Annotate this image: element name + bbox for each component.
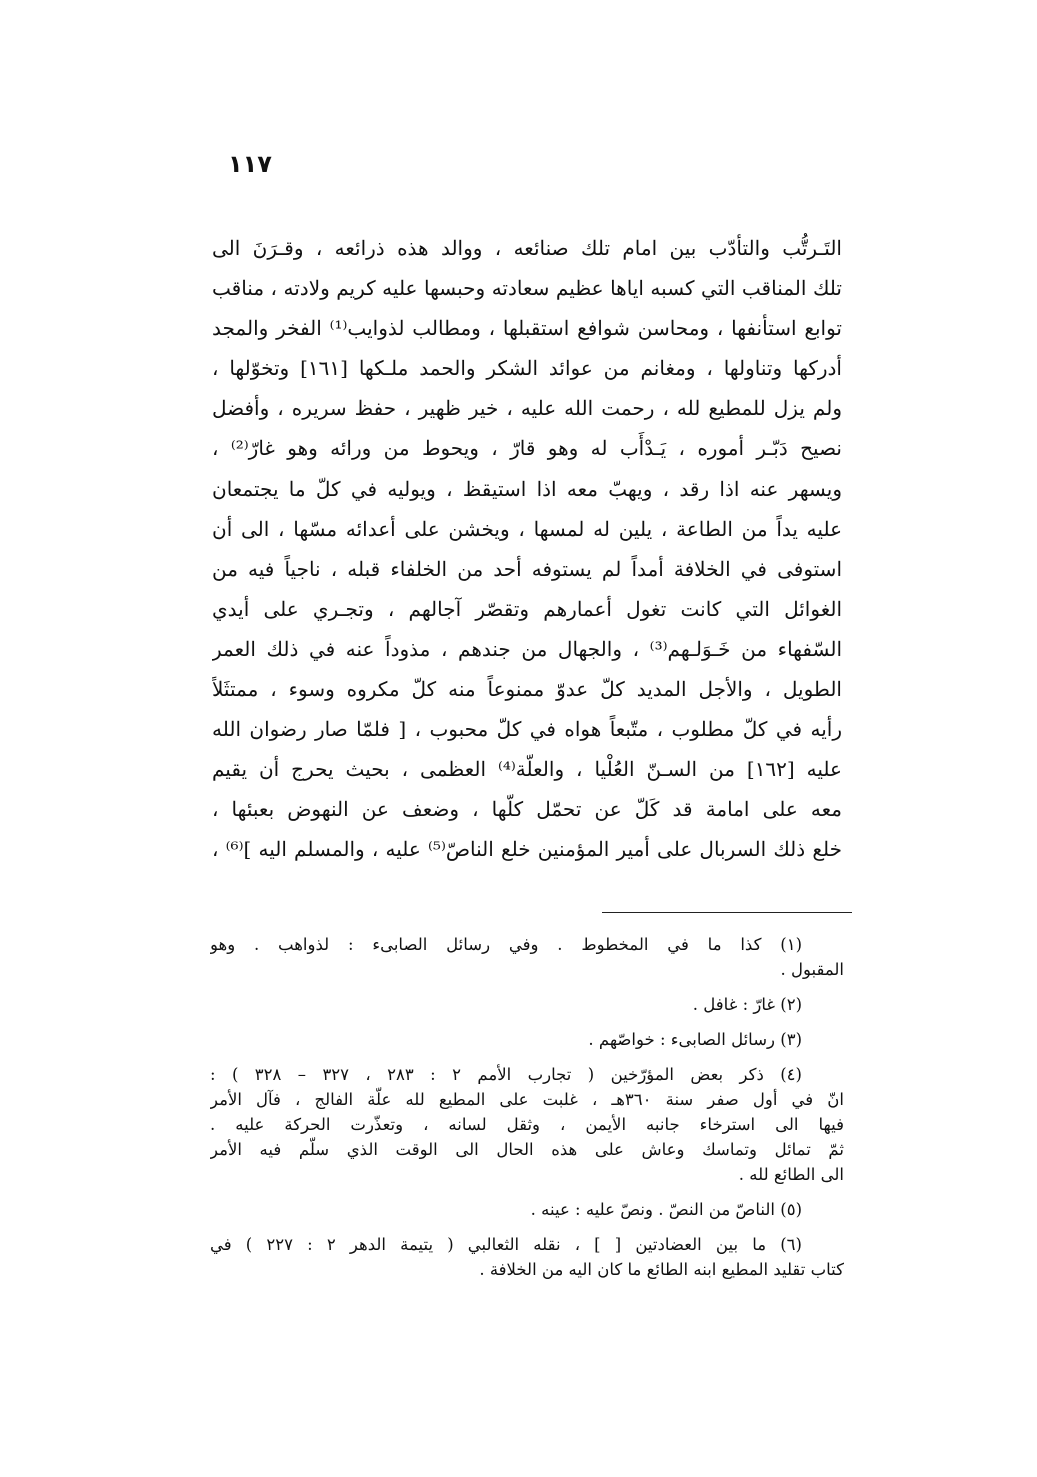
footnote-1 <box>210 932 844 982</box>
body-line: التَـرتُّب والتأدّب بين امام تلك صنائعه ، ووالد هذه ذرائعه ، وقـرَنَ الى <box>212 236 842 260</box>
footnote-line: المقبول . <box>780 960 844 979</box>
footnote-line: انّ في أول صفر سنة ٣٦٠هـ ، غلبت على المطيع لله علّة الفالج ، فآل الأمر <box>210 1090 844 1109</box>
body-line: استوفى في الخلافة أمداً لم يستوفه أحد من الخلفاء قبله ، ناجياً فيه من <box>212 556 842 581</box>
body-line: ولم يزل للمطيع لله ، رحمت الله عليه ، خير ظهير ، حفظ سريره ، وأفضل <box>212 396 842 421</box>
footnote-5 <box>210 1197 844 1222</box>
footnote-line: (١) كذا ما في المخطوط . وفي رسائل الصابىء : لذواهب . وهو <box>210 935 802 954</box>
footnote-line: ثمّ تمائل وتماسك وعاش على هذه الحال الى الوقت الذي سلّم فيه الأمر <box>210 1140 844 1159</box>
body-line: رأيه في كلّ مطلوب ، متّبعاً هواه في كلّ محبوب ، [ فلمّا صار رضوان الله <box>212 717 842 742</box>
footnote-line: (٣) رسائل الصابىء : خواصّهم . <box>588 1030 802 1049</box>
body-line: السّفهاء من خَـوَلـهم⁽³⁾ ، والجهال من جندهم ، مذوداً عنه في ذلك العمر <box>212 636 842 661</box>
footnote-line: (٦) ما بين العضادتين [ ] ، نقله الثعالبي ( يتيمة الدهر ٢ : ٢٢٧ ) في <box>210 1235 802 1254</box>
footnote-2 <box>210 992 844 1017</box>
main-text <box>212 228 842 870</box>
body-line: توابع استأنفها ، ومحاسن شوافع استقبلها ، ومطالب لذوايب⁽¹⁾ الفخر والمجد <box>212 316 842 341</box>
footnote-6 <box>210 1232 844 1282</box>
footnote-separator <box>602 912 852 913</box>
page-number: ١١٧ <box>228 150 272 178</box>
footnote-line: فيها الى استرخاء جانبه الأيمن ، وثقل لسانه ، وتعذّرت الحركة عليه . <box>210 1115 844 1134</box>
body-line: الطويل ، والأجل المديد كلّ عدوّ ممنوعاً منه كلّ مكروه وسوء ، ممتثَلاً <box>212 677 842 702</box>
footnote-line: (٤) ذكر بعض المؤرّخين ( تجارب الأمم ٢ : ٢٨٣ ، ٣٢٧ – ٣٢٨ ) : <box>210 1065 802 1084</box>
body-line: عليه [١٦٢] من السـنّ العُلْيا ، والعلّة⁽⁴⁾ العظمى ، بحيث يحرج أن يقيم <box>212 757 842 782</box>
footnote-line: كتاب تقليد المطيع ابنه الطائع ما كان اليه من الخلافة . <box>479 1260 844 1279</box>
footnotes <box>210 932 844 1292</box>
footnote-3 <box>210 1027 844 1052</box>
footnote-line: الى الطائع لله . <box>738 1165 844 1184</box>
body-line: معه على امامة قد كَلّ عن تحمّل كلّها ، وضعف عن النهوض بعبئها ، <box>212 797 842 822</box>
body-line: خلع ذلك السربال على أمير المؤمنين خلع الناصّ⁽⁵⁾ عليه ، والمسلم اليه ]⁽⁶⁾ ، <box>212 837 842 862</box>
body-line: نصيح دَبّـر أموره ، يَـدْأَب له وهو قارّ ، ويحوط من ورائه وهو غارّ⁽²⁾ ، <box>212 436 842 461</box>
footnote-line: (٢) غارّ : غافل . <box>692 995 802 1014</box>
body-line: عليه يداً من الطاعة ، يلين له لمسها ، ويخشن على أعدائه مسّها ، الى أن <box>212 516 842 541</box>
footnote-line: (٥) الناصّ من النصّ . ونصّ عليه : عينه . <box>530 1200 802 1219</box>
footnote-4 <box>210 1062 844 1187</box>
body-line: الغوائل التي كانت تغول أعمارهم وتقصّر آجالهم ، وتجـري على أيدي <box>212 596 842 621</box>
body-line: تلك المناقب التي كسبه اياها عظيم سعادته وحبسها عليه كريم ولادته ، مناقب <box>212 276 842 301</box>
body-line: أدركها وتناولها ، ومغانم من عوائد الشكر والحمد ملـكها [١٦١] وتخوّلها ، <box>212 356 842 381</box>
body-line: ويسهر عنه اذا رقد ، ويهبّ معه اذا استيقظ ، ويوليه في كلّ ما يجتمعان <box>212 476 842 501</box>
